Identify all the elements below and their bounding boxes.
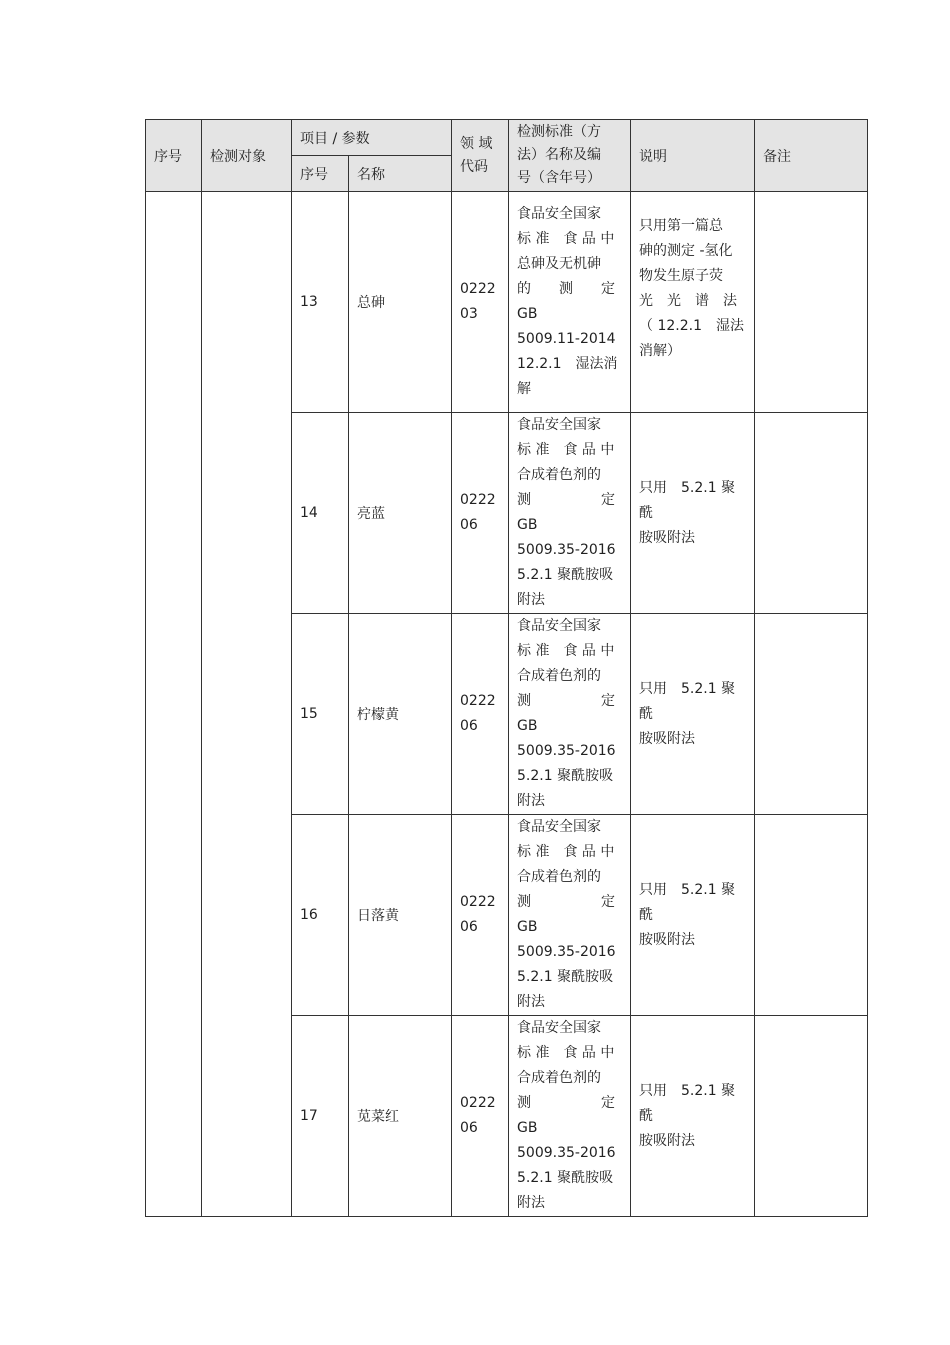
domain-code-cell: [452, 815, 509, 1016]
standard-line: 合成着色剂的: [517, 467, 601, 483]
standard-line: 5.2.1 聚酰胺吸: [517, 1170, 614, 1186]
standard-line: 标 准 食 品 中: [517, 231, 615, 247]
remarks-cell: [755, 1016, 868, 1217]
domain-code-cell: [452, 192, 509, 413]
description-line: 只用 5.2.1 聚酰: [639, 1082, 736, 1124]
description-line: 只用 5.2.1 聚酰: [639, 881, 736, 923]
standard-line: 食品安全国家: [517, 819, 601, 835]
standard-line: 总砷及无机砷: [517, 256, 601, 272]
header-domain-code-line2: 代码: [460, 158, 488, 175]
standard-line: 附法: [517, 592, 545, 608]
standard-line: GB: [517, 1120, 538, 1136]
item-name-cell: 亮蓝: [349, 413, 452, 614]
item-seq-cell: 17: [292, 1016, 349, 1217]
header-standard: [509, 120, 631, 192]
standard-line: 测 定: [517, 492, 615, 508]
standard-line: GB: [517, 919, 538, 935]
header-item-param: 项目 / 参数: [292, 120, 452, 156]
description-line: 只用 5.2.1 聚酰: [639, 680, 736, 722]
standard-line: 5.2.1 聚酰胺吸: [517, 567, 614, 583]
header-remarks: 备注: [755, 120, 868, 192]
header-domain-code: [452, 120, 509, 192]
header-seq: 序号: [146, 120, 202, 192]
standard-line: 5.2.1 聚酰胺吸: [517, 768, 614, 784]
standard-line: 12.2.1 湿法消: [517, 356, 618, 372]
standard-line: 5.2.1 聚酰胺吸: [517, 969, 614, 985]
remarks-cell: [755, 815, 868, 1016]
standard-line: 测 定: [517, 693, 615, 709]
header-domain-code-line1: 领 域: [460, 135, 493, 152]
standard-line: 5009.11-2014: [517, 331, 616, 347]
remarks-cell: [755, 192, 868, 413]
item-seq-cell: 15: [292, 614, 349, 815]
header-description: 说明: [631, 120, 755, 192]
domain-code-line: 06: [460, 1120, 478, 1136]
description-line: 胺吸附法: [639, 730, 695, 747]
header-object: 检测对象: [202, 120, 292, 192]
domain-code-line: 0222: [460, 492, 496, 508]
standard-line: 标 准 食 品 中: [517, 643, 615, 659]
standard-line: 解: [517, 381, 531, 397]
row-group-object-cell: [202, 192, 292, 1217]
domain-code-line: 03: [460, 306, 478, 322]
domain-code-line: 06: [460, 919, 478, 935]
standard-line: 食品安全国家: [517, 417, 601, 433]
item-seq-cell: 16: [292, 815, 349, 1016]
description-line: 物发生原子荧: [639, 268, 723, 284]
description-cell: [631, 614, 755, 815]
standard-line: 标 准 食 品 中: [517, 442, 615, 458]
standard-line: 5009.35-2016: [517, 542, 616, 558]
remarks-cell: [755, 614, 868, 815]
item-name-cell: 柠檬黄: [349, 614, 452, 815]
description-line: 胺吸附法: [639, 1132, 695, 1149]
standard-line: 5009.35-2016: [517, 743, 616, 759]
description-line: 消解）: [639, 343, 681, 359]
standard-line: 合成着色剂的: [517, 1070, 601, 1086]
description-cell: [631, 1016, 755, 1217]
standard-line: 附法: [517, 793, 545, 809]
description-line: 胺吸附法: [639, 529, 695, 546]
standard-line: 合成着色剂的: [517, 869, 601, 885]
standard-line: 测 定: [517, 1095, 615, 1111]
standard-line: 附法: [517, 1195, 545, 1211]
remarks-cell: [755, 413, 868, 614]
domain-code-cell: [452, 614, 509, 815]
standard-line: GB: [517, 517, 538, 533]
table-row: [146, 192, 868, 413]
standard-line: 标 准 食 品 中: [517, 1045, 615, 1061]
description-line: 胺吸附法: [639, 931, 695, 948]
standard-cell: [509, 192, 631, 413]
standard-line: 5009.35-2016: [517, 1145, 616, 1161]
header-standard-line1: 检测标准（方: [517, 124, 601, 140]
standard-line: 的 测 定: [517, 281, 615, 297]
item-name-cell: 日落黄: [349, 815, 452, 1016]
standard-line: 食品安全国家: [517, 206, 601, 222]
standard-line: 测 定: [517, 894, 615, 910]
standard-line: 食品安全国家: [517, 618, 601, 634]
item-name-cell: 苋菜红: [349, 1016, 452, 1217]
standard-line: 食品安全国家: [517, 1020, 601, 1036]
standard-cell: [509, 1016, 631, 1217]
standard-line: 标 准 食 品 中: [517, 844, 615, 860]
standard-cell: [509, 614, 631, 815]
description-cell: [631, 192, 755, 413]
header-item-name: 名称: [349, 156, 452, 192]
standard-line: 5009.35-2016: [517, 944, 616, 960]
standard-line: GB: [517, 306, 538, 322]
description-cell: [631, 815, 755, 1016]
domain-code-line: 0222: [460, 281, 496, 297]
description-line: 砷的测定 -氢化: [639, 243, 733, 259]
standard-cell: [509, 413, 631, 614]
item-name-cell: 总砷: [349, 192, 452, 413]
row-group-seq-cell: [146, 192, 202, 1217]
table-body: [146, 192, 868, 1217]
domain-code-line: 0222: [460, 693, 496, 709]
description-line: 只用第一篇总: [639, 218, 723, 234]
standard-cell: [509, 815, 631, 1016]
description-cell: [631, 413, 755, 614]
header-standard-line3: 号（含年号）: [517, 170, 601, 186]
domain-code-cell: [452, 1016, 509, 1217]
domain-code-cell: [452, 413, 509, 614]
standard-line: 合成着色剂的: [517, 668, 601, 684]
description-line: 只用 5.2.1 聚酰: [639, 479, 736, 521]
item-seq-cell: 14: [292, 413, 349, 614]
item-seq-cell: 13: [292, 192, 349, 413]
header-standard-line2: 法）名称及编: [517, 147, 601, 163]
domain-code-line: 0222: [460, 894, 496, 910]
header-item-seq: 序号: [292, 156, 349, 192]
domain-code-line: 06: [460, 517, 478, 533]
standard-line: 附法: [517, 994, 545, 1010]
domain-code-line: 0222: [460, 1095, 496, 1111]
standard-line: GB: [517, 718, 538, 734]
domain-code-line: 06: [460, 718, 478, 734]
description-line: 光 光 谱 法: [639, 293, 737, 309]
inspection-standards-table: [145, 119, 868, 1217]
description-line: （ 12.2.1 湿法: [639, 318, 744, 334]
